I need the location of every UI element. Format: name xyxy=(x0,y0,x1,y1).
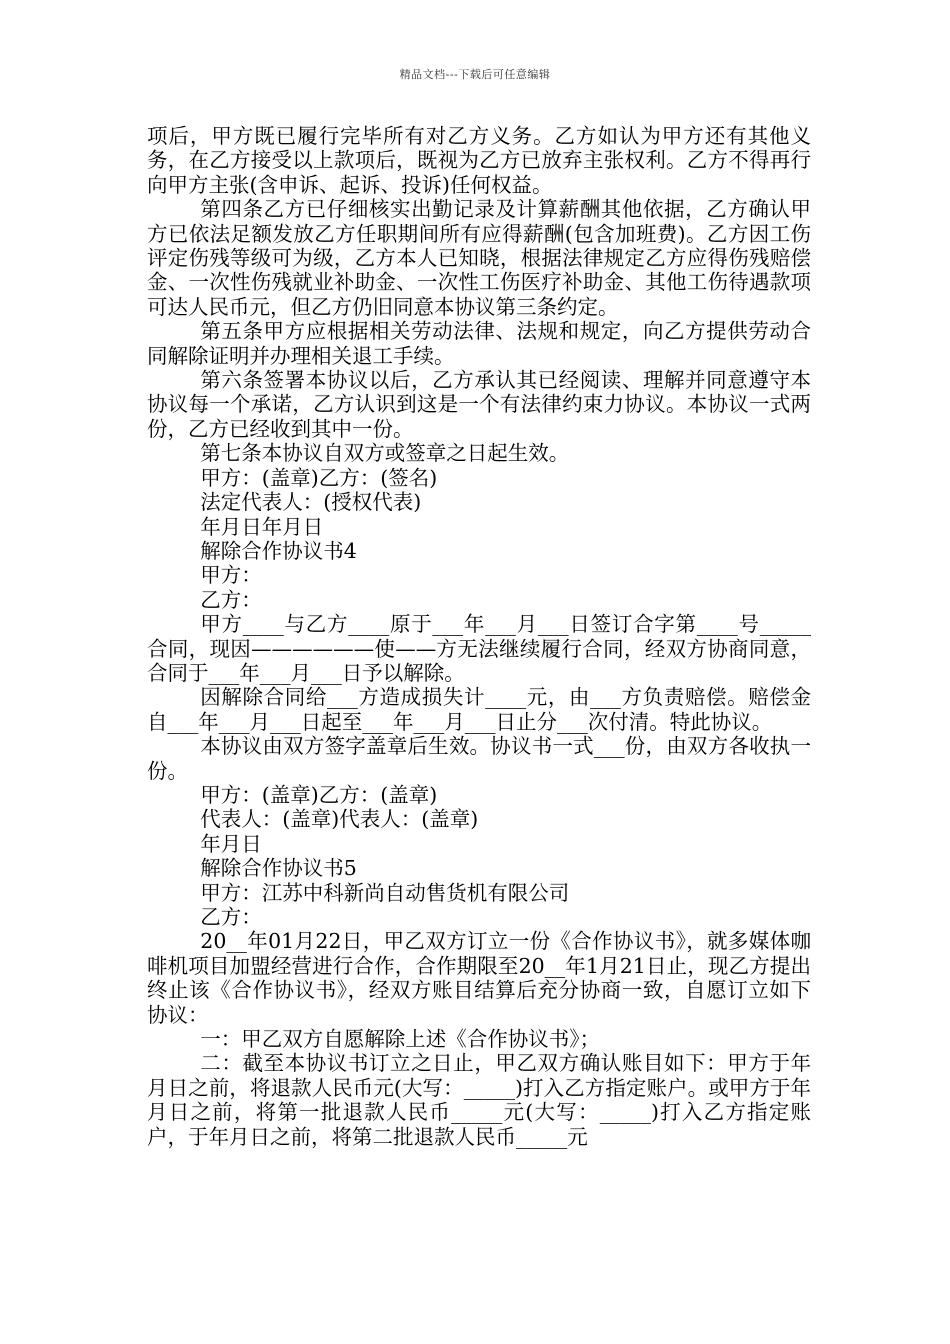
signature-representative: 法定代表人：(授权代表) xyxy=(200,490,422,515)
party-a-line: 甲方： xyxy=(200,563,262,588)
clause-1: 一：甲乙双方自愿解除上述《合作协议书》； xyxy=(200,1027,601,1052)
page-header: 精品文档---下载后可任意编辑 xyxy=(399,68,551,81)
article-5: 第五条甲方应根据相关劳动法律、法规和规定，向乙方提供劳动合同解除证明并办理相关退工手续。 xyxy=(147,319,811,368)
effect-paragraph: 本协议由双方签字盖章后生效。协议书一式___份，由双方各收执一份。 xyxy=(147,734,811,783)
party-b-line: 乙方： xyxy=(200,587,262,612)
party-a-company: 甲方：江苏中科新尚自动售货机有限公司 xyxy=(200,880,570,905)
paragraph-continuation: 项后，甲方既已履行完毕所有对乙方义务。乙方如认为甲方还有其他义务，在乙方接受以上款项后，既视为乙方已放弃主张权利。乙方不得再行向甲方主张(含申诉、起诉、投诉)任何权益。 xyxy=(147,124,811,197)
signature-representative-2: 代表人：(盖章)代表人：(盖章) xyxy=(200,807,479,832)
signature-date-2: 年月日 xyxy=(200,831,262,856)
document-body xyxy=(147,124,811,1149)
signature-parties: 甲方：(盖章)乙方：(签名) xyxy=(200,465,438,490)
article-6: 第六条签署本协议以后，乙方承认其已经阅读、理解并同意遵守本协议每一个承诺，乙方认识到这是一个有法律约束力协议。本协议一式两份，乙方已经收到其中一份。 xyxy=(147,368,811,441)
section-title-4: 解除合作协议书4 xyxy=(200,538,357,563)
signature-parties-2: 甲方：(盖章)乙方：(盖章) xyxy=(200,782,438,807)
article-7: 第七条本协议自双方或签章之日起生效。 xyxy=(200,441,570,466)
compensation-paragraph: 因解除合同给___方造成损失计____元，由___方负责赔偿。赔偿金自___年___月___日起至___年___月___日止分___次付清。特此协议。 xyxy=(147,685,811,734)
party-b-line-2: 乙方： xyxy=(200,905,262,929)
contract-termination-paragraph: 甲方____与乙方____原于___年___月___日签订合字第____号_____合同，现因——————使——方无法继续履行合同，经双方协商同意，合同于___年___月___日予以解除。 xyxy=(147,612,811,685)
signature-date: 年月日年月日 xyxy=(200,514,324,539)
article-4: 第四条乙方已仔细核实出勤记录及计算薪酬其他依据，乙方确认甲方已依法足额发放乙方任职期间所有应得薪酬(包含加班费)。乙方因工伤评定伤残等级可为级，乙方本人已知晓，根据法律规定乙方应得伤残赔偿金、一次性伤残就业补助金、一次性工伤医疗补助金、其他工伤待遇款项可达人民币元，但乙方仍旧同意本协议第三条约定。 xyxy=(147,197,811,319)
background-paragraph: 20__年01月22日，甲乙双方订立一份《合作协议书》，就多媒体咖啡机项目加盟经营进行合作，合作期限至20__年1月21日止，现乙方提出终止该《合作协议书》，经双方账目结算后充分协商一致，自愿订立如下协议： xyxy=(147,929,811,1027)
clause-2: 二：截至本协议书订立之日止，甲乙双方确认账目如下：甲方于年月日之前，将退款人民币元(大写：_____)打入乙方指定账户。或甲方于年月日之前，将第一批退款人民币_____元(大写：_____)打入乙方指定账户，于年月日之前，将第二批退款人民币_____元 xyxy=(147,1051,811,1149)
section-title-5: 解除合作协议书5 xyxy=(200,856,357,881)
